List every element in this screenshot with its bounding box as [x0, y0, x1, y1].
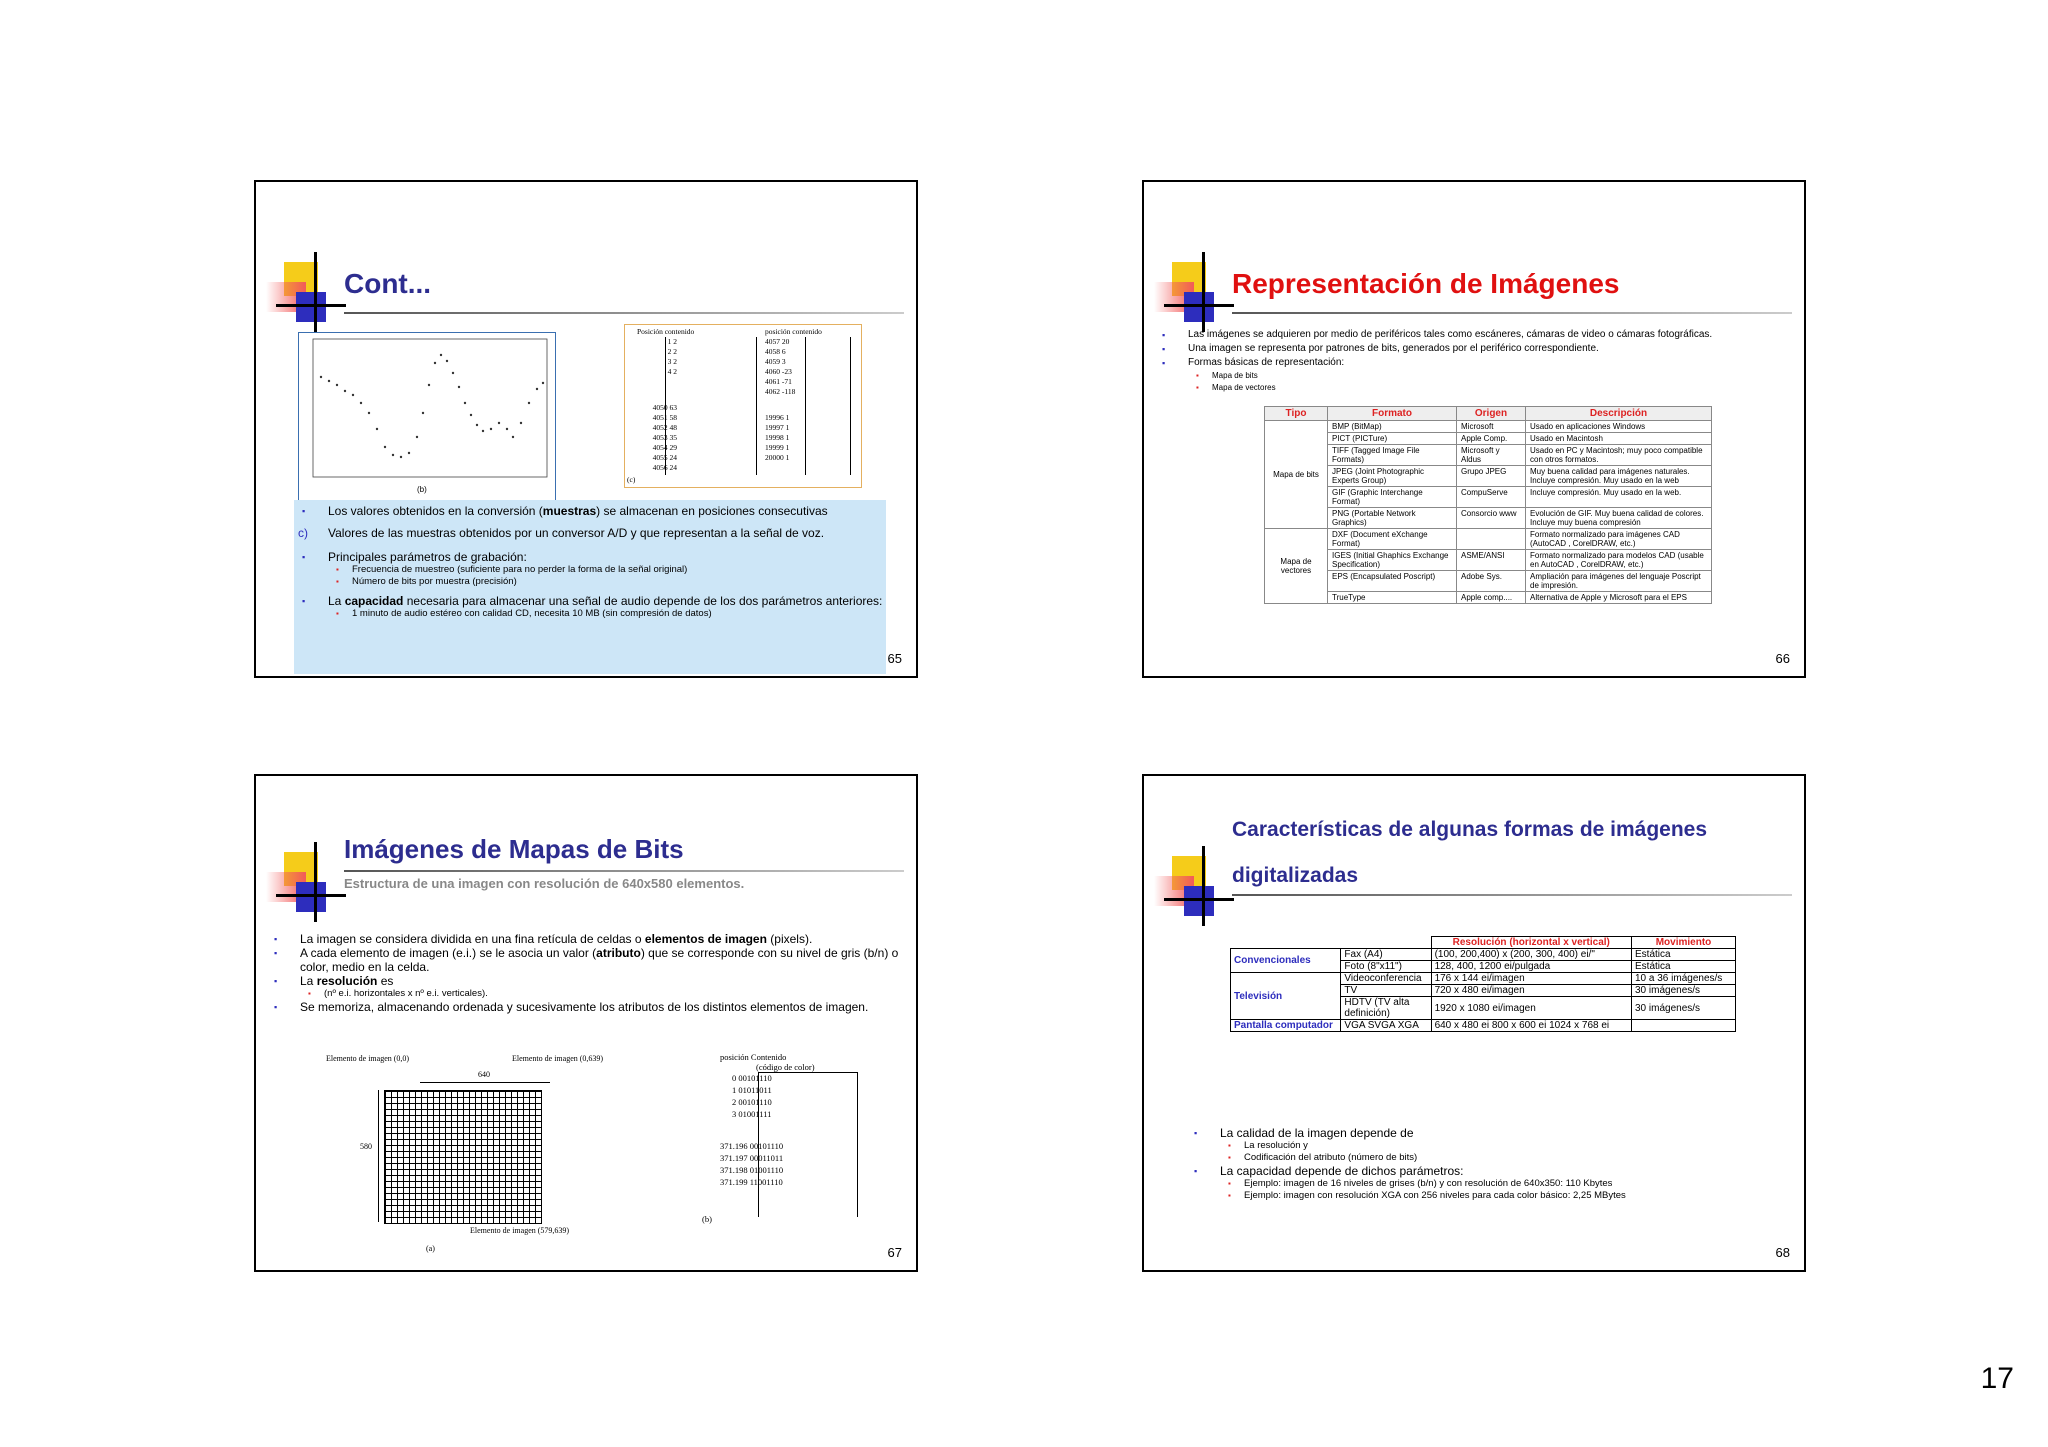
- cell: 1920 x 1080 ei/imagen: [1431, 997, 1631, 1020]
- label-height: 580: [360, 1142, 372, 1151]
- waveform-plot: [299, 333, 555, 501]
- slide-title-line2: digitalizadas: [1232, 864, 1359, 887]
- caption-b: (b): [417, 485, 427, 494]
- slide-68: [1142, 774, 1806, 1272]
- slide-title: Imágenes de Mapas de Bits: [344, 834, 684, 864]
- table-row: [1265, 571, 1712, 592]
- row: 20000 1: [765, 453, 790, 462]
- bullet-4: ▪ Se memoriza, almacenando ordenada y sucesivamente los atributos de los distintos elementos de imagen.: [266, 1000, 906, 1014]
- col-header: Movimiento: [1632, 937, 1736, 949]
- title-rule: [344, 312, 904, 314]
- mem-row: 371.198 01001110: [720, 1165, 784, 1175]
- cell: TIFF (Tagged Image File Formats): [1328, 445, 1457, 466]
- slide-title-line1: Características de algunas formas de imágenes: [1232, 818, 1708, 841]
- mem-row: 371.196 00101110: [720, 1141, 784, 1151]
- sub-bullet: ▪ (nº e.i. horizontales x nº e.i. verticales).: [266, 988, 906, 1000]
- table-left-header: Posición contenido: [637, 327, 695, 336]
- caption-c: (c): [627, 475, 636, 484]
- group-cell: Mapa de bits: [1265, 421, 1328, 529]
- slide-number: 66: [1775, 651, 1790, 666]
- cell: Usado en Macintosh: [1526, 433, 1712, 445]
- sub-bullet: ▪ Frecuencia de muestreo (suficiente para no perder la forma de la señal original): [294, 564, 886, 576]
- bullet-2: ▪ Una imagen se representa por patrones de bits, generados por el periférico correspondiente.: [1154, 342, 1794, 356]
- table-row: [1231, 1020, 1736, 1032]
- memory-figure: [702, 1052, 882, 1232]
- bullet-2: c) Valores de las muestras obtenidos por un conversor A/D y que representan a la señal de voz.: [294, 526, 886, 540]
- row: 4059 3: [765, 357, 786, 366]
- col-header: Descripción: [1526, 407, 1712, 421]
- slide-logo: [266, 252, 346, 332]
- cell: Grupo JPEG: [1457, 466, 1526, 487]
- cell: Estática: [1632, 949, 1736, 961]
- bullet-1: ▪ Los valores obtenidos en la conversión (muestras) se almacenan en posiciones consecutivas: [294, 504, 886, 518]
- table-row: [1265, 592, 1712, 604]
- mem-row: 371.197 00011011: [720, 1153, 784, 1163]
- cell: VGA SVGA XGA: [1341, 1020, 1431, 1032]
- cell: DXF (Document eXchange Format): [1328, 529, 1457, 550]
- cell: EPS (Encapsulated Poscript): [1328, 571, 1457, 592]
- table-header: [1231, 937, 1736, 949]
- bullet-3: ▪ Principales parámetros de grabación:: [294, 550, 886, 564]
- slide-title: Representación de Imágenes: [1232, 268, 1620, 299]
- mem-row: 1 01011011: [732, 1085, 772, 1095]
- mem-row: 371.199 11001110: [720, 1177, 783, 1187]
- row: 4057 20: [765, 337, 790, 346]
- table-right-header: posición contenido: [765, 327, 822, 336]
- grid-figure: [326, 1054, 626, 1254]
- row: 19999 1: [765, 443, 790, 452]
- cell: 640 x 480 ei 800 x 600 ei 1024 x 768 ei: [1431, 1020, 1631, 1032]
- row: 1 2: [667, 337, 677, 346]
- bullet-1: ▪ La imagen se considera dividida en una fina retícula de celdas o elementos de imagen (pixels).: [266, 932, 906, 946]
- bullet-4: ▪ La capacidad necesaria para almacenar una señal de audio depende de los dos parámetros anteriores:: [294, 594, 886, 608]
- sub-bullet: ▪ Codificación del atributo (número de bits): [1186, 1152, 1786, 1164]
- row: 4052 48: [652, 423, 677, 432]
- slide-logo: [1154, 846, 1234, 926]
- cell: GIF (Graphic Interchange Format): [1328, 487, 1457, 508]
- slide-65: [254, 180, 918, 678]
- samples-figure: [624, 324, 862, 488]
- cell: PICT (PICTure): [1328, 433, 1457, 445]
- cell: [1457, 529, 1526, 550]
- cell: 30 imágenes/s: [1632, 997, 1736, 1020]
- cell: Consorcio www: [1457, 508, 1526, 529]
- cell: Usado en aplicaciones Windows: [1526, 421, 1712, 433]
- cell: PNG (Portable Network Graphics): [1328, 508, 1457, 529]
- cell: CompuServe: [1457, 487, 1526, 508]
- group-cell: Mapa de vectores: [1265, 529, 1328, 604]
- slide-number: 65: [887, 651, 902, 666]
- row: 19996 1: [765, 413, 790, 422]
- left-column: [637, 337, 677, 473]
- mem-header-sub: (código de color): [756, 1062, 815, 1072]
- row: 4058 6: [765, 347, 786, 356]
- slide-title: Cont...: [344, 268, 432, 299]
- cell: Foto (8"x11"): [1341, 961, 1431, 973]
- cell: Apple comp....: [1457, 592, 1526, 604]
- cell: BMP (BitMap): [1328, 421, 1457, 433]
- table-row: [1265, 421, 1712, 433]
- arrow-vertical: [378, 1090, 379, 1222]
- row: 19997 1: [765, 423, 790, 432]
- formats-table: [1230, 936, 1736, 1032]
- table-row: [1265, 550, 1712, 571]
- cell: 128, 400, 1200 ei/pulgada: [1431, 961, 1631, 973]
- slide-66: [1142, 180, 1806, 678]
- cell: Ampliación para imágenes del lenguaje Poscript de impresión.: [1526, 571, 1712, 592]
- pixel-grid: [384, 1090, 542, 1224]
- cell: JPEG (Joint Photographic Experts Group): [1328, 466, 1457, 487]
- cell: ASME/ANSI: [1457, 550, 1526, 571]
- sub-bullet: ▪ La resolución y: [1186, 1140, 1786, 1152]
- title-rule: [1232, 312, 1792, 314]
- cell: Formato normalizado para imágenes CAD (AutoCAD , CorelDRAW, etc.): [1526, 529, 1712, 550]
- row: 4050 63: [652, 403, 677, 412]
- label-a: (a): [426, 1244, 435, 1253]
- row: 4053 35: [652, 433, 677, 442]
- category-cell: Pantalla computador: [1231, 1020, 1341, 1032]
- bullet-3: ▪ La resolución es: [266, 974, 906, 988]
- cell: (100, 200,400) x (200, 300, 400) ei/": [1431, 949, 1631, 961]
- row: 4054 29: [652, 443, 677, 452]
- row: 19998 1: [765, 433, 790, 442]
- sub-bullet: ▪ Mapa de bits: [1154, 370, 1794, 382]
- cell: Apple Comp.: [1457, 433, 1526, 445]
- mem-row: 2 00101110: [732, 1097, 772, 1107]
- row: 2 2: [667, 347, 677, 356]
- cell: Videoconferencia: [1341, 973, 1431, 985]
- bullet-1: ▪ La calidad de la imagen depende de: [1186, 1126, 1786, 1140]
- row: 4051 58: [652, 413, 677, 422]
- mem-header: posición Contenido: [720, 1052, 787, 1062]
- slide-number: 68: [1775, 1245, 1790, 1260]
- waveform-figure: [298, 332, 556, 502]
- cell: 176 x 144 ei/imagen: [1431, 973, 1631, 985]
- row: 3 2: [667, 357, 677, 366]
- bullet-2: ▪ La capacidad depende de dichos parámetros:: [1186, 1164, 1786, 1178]
- table-row: [1265, 508, 1712, 529]
- cell: Formato normalizado para modelos CAD (usable en AutoCAD , CorelDRAW, etc.): [1526, 550, 1712, 571]
- category-cell: Televisión: [1231, 973, 1341, 1020]
- slide-logo: [1154, 252, 1234, 332]
- mem-row: 3 01001111: [732, 1109, 772, 1119]
- col-header: Origen: [1457, 407, 1526, 421]
- cell: 720 x 480 ei/imagen: [1431, 985, 1631, 997]
- cell: Adobe Sys.: [1457, 571, 1526, 592]
- row: 4 2: [667, 367, 677, 376]
- table-row: [1265, 433, 1712, 445]
- bullet-2: ▪ A cada elemento de imagen (e.i.) se le asocia un valor (atributo) que se corresponde con su nivel de gris (b/n) o color, medio en la celda.: [266, 946, 906, 974]
- right-column: [765, 337, 835, 463]
- label-width: 640: [478, 1070, 490, 1079]
- title-rule: [344, 870, 904, 872]
- label-b: (b): [702, 1214, 712, 1224]
- arrow-horizontal: [420, 1082, 550, 1083]
- cell: Estática: [1632, 961, 1736, 973]
- label-bottom: Elemento de imagen (579,639): [470, 1226, 570, 1235]
- cell: Alternativa de Apple y Microsoft para el EPS: [1526, 592, 1712, 604]
- row: 4055 24: [652, 453, 677, 462]
- sub-bullet: ▪ 1 minuto de audio estéreo con calidad CD, necesita 10 MB (sin compresión de datos): [294, 608, 886, 620]
- col-header: Formato: [1328, 407, 1457, 421]
- text-panel: [294, 500, 886, 674]
- slide-subtitle: Estructura de una imagen con resolución de 640x580 elementos.: [344, 876, 745, 891]
- cell: IGES (Initial Ghaphics Exchange Specification): [1328, 550, 1457, 571]
- cell: Incluye compresión. Muy usado en la web.: [1526, 487, 1712, 508]
- sub-bullet: ▪ Ejemplo: imagen de 16 niveles de grises (b/n) y con resolución de 640x350: 110 Kbytes: [1186, 1178, 1786, 1190]
- slide-logo: [266, 842, 346, 922]
- bullet-3: ▪ Formas básicas de representación:: [1154, 356, 1794, 370]
- mem-row: 0 00101110: [732, 1073, 772, 1083]
- cell: Muy buena calidad para imágenes naturales. Incluye compresión. Muy usado en la web: [1526, 466, 1712, 487]
- cell: Microsoft y Aldus: [1457, 445, 1526, 466]
- label-top-right: Elemento de imagen (0,639): [512, 1054, 604, 1063]
- table-row: [1265, 487, 1712, 508]
- table-row: [1265, 445, 1712, 466]
- sub-bullet: ▪ Mapa de vectores: [1154, 382, 1794, 394]
- formats-table: [1264, 406, 1712, 604]
- sub-bullet: ▪ Ejemplo: imagen con resolución XGA con 256 niveles para cada color básico: 2,25 MBytes: [1186, 1190, 1786, 1202]
- col-header: Tipo: [1265, 407, 1328, 421]
- cell: TV: [1341, 985, 1431, 997]
- label-top-left: Elemento de imagen (0,0): [326, 1054, 410, 1063]
- table-header: [1265, 407, 1712, 421]
- row: 4062 -118: [765, 387, 796, 396]
- cell: 10 a 36 imágenes/s: [1632, 973, 1736, 985]
- cell: Usado en PC y Macintosh; muy poco compatible con otros formatos.: [1526, 445, 1712, 466]
- row: 4056 24: [652, 463, 677, 472]
- row: 4060 -23: [765, 367, 792, 376]
- col-header: Resolución (horizontal x vertical): [1431, 937, 1631, 949]
- cell: TrueType: [1328, 592, 1457, 604]
- cell: 30 imágenes/s: [1632, 985, 1736, 997]
- table-row: [1265, 529, 1712, 550]
- slide-number: 67: [887, 1245, 902, 1260]
- bullet-1: ▪ Las imágenes se adquieren por medio de periféricos tales como escáneres, cámaras de video o cámaras fotográficas.: [1154, 328, 1794, 342]
- category-cell: Convencionales: [1231, 949, 1341, 973]
- table-row: [1231, 949, 1736, 961]
- row: 4061 -71: [765, 377, 792, 386]
- slide-67: [254, 774, 918, 1272]
- sub-bullet: ▪ Número de bits por muestra (precisión): [294, 576, 886, 588]
- page-number: 17: [1980, 1362, 2014, 1395]
- table-row: [1265, 466, 1712, 487]
- cell: [1632, 1020, 1736, 1032]
- cell: Fax (A4): [1341, 949, 1431, 961]
- title-rule: [1232, 894, 1792, 896]
- cell: Evolución de GIF. Muy buena calidad de colores. Incluye muy buena compresión: [1526, 508, 1712, 529]
- table-row: [1231, 973, 1736, 985]
- cell: HDTV (TV alta definición): [1341, 997, 1431, 1020]
- cell: Microsoft: [1457, 421, 1526, 433]
